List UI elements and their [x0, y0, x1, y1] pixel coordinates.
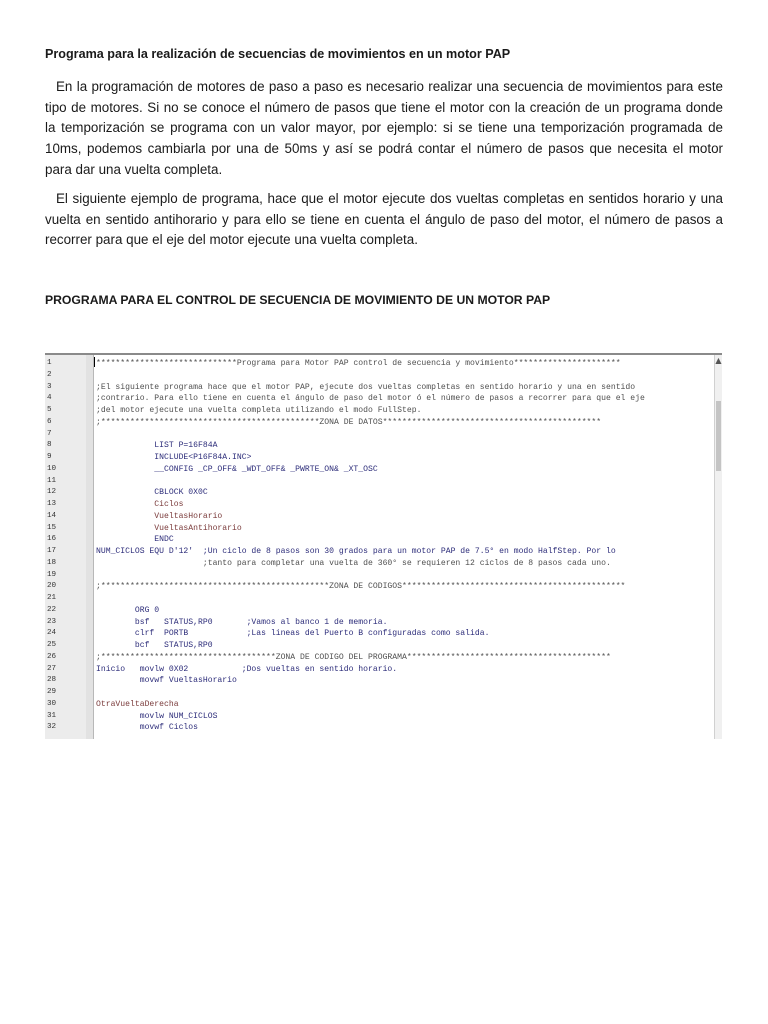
paragraph-line: vuelta en sentido antihorario y para ello se tiene en cuenta el ángulo de paso del motor, el número de pasos a	[45, 211, 723, 227]
line-number: 12	[47, 488, 57, 497]
code-line	[45, 558, 722, 570]
line-number: 30	[47, 699, 57, 708]
line-number: 27	[47, 664, 57, 673]
code-editor-screenshot	[45, 353, 722, 739]
code-text: ;del motor ejecute una vuelta completa utilizando el modo FullStep.	[96, 406, 422, 415]
code-text: VueltasAntihorario	[96, 523, 242, 533]
line-number: 20	[47, 582, 57, 591]
scrollbar-thumb[interactable]	[716, 401, 721, 471]
code-text: movwf Ciclos	[96, 723, 198, 733]
code-text: VueltasHorario	[96, 511, 223, 521]
code-text: NUM_CICLOS EQU D'12' ;Un ciclo de 8 pasos son 30 grados para un motor PAP de 7.5° en modo HalfStep. Por lo	[96, 547, 616, 556]
code-line	[45, 687, 722, 699]
line-number: 4	[47, 394, 52, 403]
code-line	[45, 722, 722, 734]
code-text: ENDC	[96, 535, 174, 545]
code-text: movlw NUM_CICLOS	[96, 711, 218, 721]
line-number: 2	[47, 370, 52, 379]
line-number: 1	[47, 359, 52, 367]
code-line	[45, 440, 722, 452]
code-line	[45, 452, 722, 464]
line-number: 18	[47, 558, 57, 567]
code-text: bcf STATUS,RP0	[96, 641, 213, 650]
code-text: CBLOCK 0X0C	[96, 488, 208, 498]
code-line	[45, 429, 722, 441]
intro-paragraph	[45, 77, 723, 181]
code-line	[45, 570, 722, 582]
code-line	[45, 581, 722, 593]
document-title: Programa para la realización de secuencias de movimientos en un motor PAP	[45, 47, 511, 61]
paragraph-line: En la programación de motores de paso a paso es necesario realizar una secuencia de movimientos para este	[56, 79, 723, 94]
code-line	[45, 605, 722, 617]
vertical-scrollbar[interactable]	[714, 355, 722, 739]
code-line	[45, 370, 722, 382]
code-text: clrf PORTB ;Las lineas del Puerto B configuradas como salida.	[96, 629, 490, 639]
code-line	[45, 464, 722, 476]
code-text: OtraVueltaDerecha	[96, 699, 179, 709]
line-number: 11	[47, 476, 57, 485]
line-number: 22	[47, 605, 57, 614]
line-number: 5	[47, 406, 52, 414]
code-line	[45, 699, 722, 711]
code-line	[45, 546, 722, 558]
line-number: 19	[47, 570, 57, 579]
paragraph-line: 10ms, podemos cambiarla por una de 50ms y así se podrá contar el número de pasos que necesita el motor	[45, 141, 723, 157]
section-title: PROGRAMA PARA EL CONTROL DE SECUENCIA DE MOVIMIENTO DE UN MOTOR PAP	[45, 293, 551, 307]
paragraph-line: para dar una vuelta completa.	[45, 161, 223, 177]
line-number: 31	[47, 711, 57, 720]
code-line	[45, 675, 722, 687]
line-number: 7	[47, 429, 52, 438]
line-number: 21	[47, 594, 57, 602]
paragraph-line: la temporización se programa con un valor mayor, por ejemplo: si se tiene una temporización programada de	[45, 120, 723, 136]
example-paragraph	[45, 189, 723, 251]
code-line	[45, 664, 722, 676]
code-text: ;contrario. Para ello tiene en cuenta el ángulo de paso del motor ó el número de pasos a recorrer para que el eje	[96, 394, 645, 404]
line-number: 32	[47, 723, 57, 732]
code-line	[45, 417, 722, 429]
code-line	[45, 487, 722, 499]
code-text: ;El siguiente programa hace que el motor PAP, ejecute dos vueltas completas en sentido horario y una en sentido	[96, 382, 636, 392]
line-number: 8	[47, 441, 52, 450]
code-line	[45, 652, 722, 664]
code-line	[45, 393, 722, 405]
line-number: 3	[47, 382, 52, 391]
code-line	[45, 499, 722, 511]
code-text: *****************************Programa para Motor PAP control de secuencia y movimiento**********************	[96, 359, 621, 368]
line-number: 23	[47, 617, 57, 626]
code-text: Ciclos	[96, 500, 184, 509]
line-number: 29	[47, 688, 57, 696]
code-line	[45, 628, 722, 640]
line-number: 24	[47, 629, 57, 638]
code-text: Inicio movlw 0X02 ;Dos vueltas en sentido horario.	[96, 664, 398, 674]
code-line	[45, 593, 722, 605]
code-line	[45, 711, 722, 723]
code-line	[45, 617, 722, 629]
line-number: 16	[47, 535, 57, 544]
scroll-up-arrow-icon[interactable]: ▲	[715, 356, 722, 365]
code-text: LIST P=16F84A	[96, 441, 218, 451]
line-number: 14	[47, 511, 57, 520]
code-line	[45, 405, 722, 417]
line-number: 17	[47, 547, 57, 555]
code-text: ;*********************************************ZONA DE DATOS*********************************************	[96, 417, 602, 427]
code-line	[45, 523, 722, 535]
code-line	[45, 382, 722, 394]
code-text: movwf VueltasHorario	[96, 676, 237, 686]
line-number: 13	[47, 500, 57, 508]
paragraph-line: recorrer para que el eje del motor ejecute una vuelta completa.	[45, 232, 418, 248]
line-number: 9	[47, 453, 52, 461]
code-line	[45, 534, 722, 546]
code-text: ORG 0	[96, 605, 160, 615]
code-text: ;***********************************************ZONA DE CODIGOS**********************************************	[96, 582, 626, 592]
code-line	[45, 358, 722, 370]
code-text: ;************************************ZONA DE CODIGO DEL PROGRAMA******************************************	[96, 652, 611, 662]
line-number: 25	[47, 641, 57, 649]
code-text: __CONFIG _CP_OFF& _WDT_OFF& _PWRTE_ON& _XT_OSC	[96, 464, 378, 474]
paragraph-line: tipo de motores. Si no se conoce el número de pasos que tiene el motor con la creación de un programa donde	[45, 99, 723, 115]
code-line	[45, 511, 722, 523]
line-number: 26	[47, 652, 57, 661]
code-line	[45, 640, 722, 652]
line-number: 15	[47, 523, 57, 532]
line-number: 10	[47, 464, 57, 473]
paragraph-line: El siguiente ejemplo de programa, hace que el motor ejecute dos vueltas completas en sentidos horario y una	[56, 191, 723, 206]
line-number: 6	[47, 417, 52, 426]
line-number: 28	[47, 676, 57, 685]
code-text: INCLUDE<P16F84A.INC>	[96, 453, 252, 462]
code-text: ;tanto para completar una vuelta de 360° se requieren 12 ciclos de 8 pasos cada uno.	[96, 558, 611, 568]
code-line	[45, 476, 722, 488]
code-text: bsf STATUS,RP0 ;Vamos al banco 1 de memoria.	[96, 617, 388, 627]
